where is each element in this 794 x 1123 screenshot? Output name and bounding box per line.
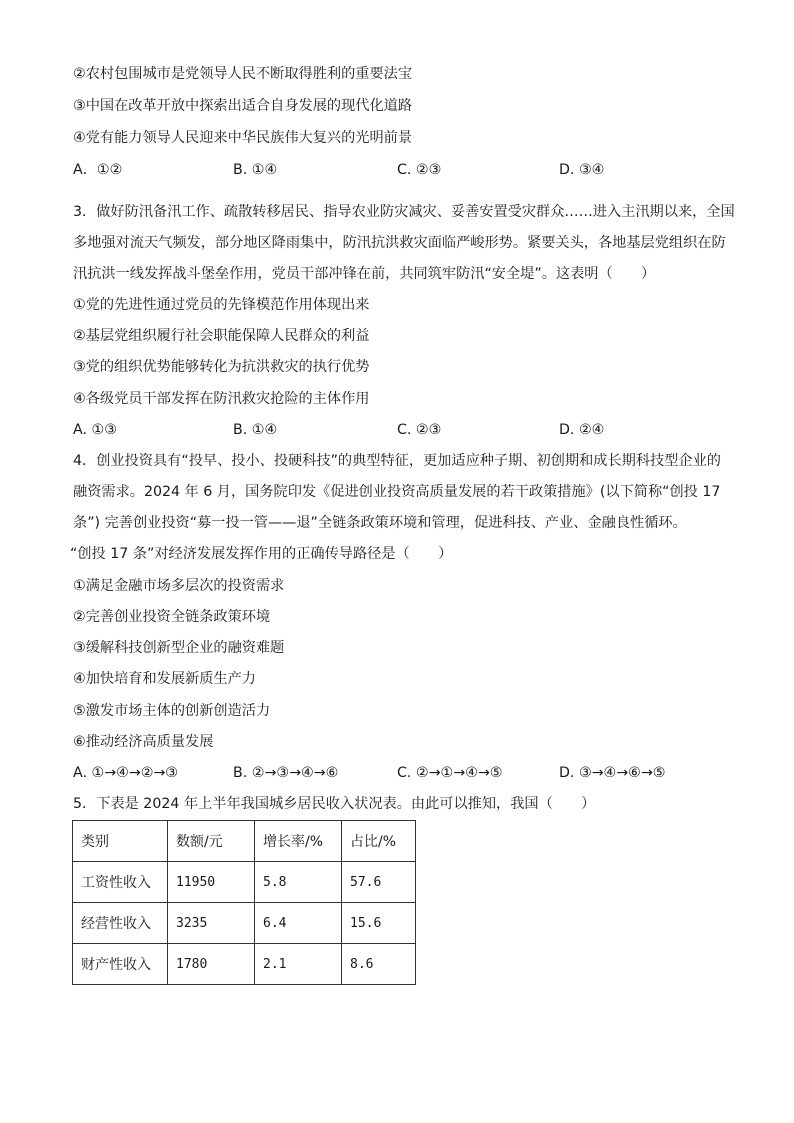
q3-stem-line-2: 多地强对流天气频发，部分地区降雨集中，防汛抗洪救灾面临严峻形势。紧要关头，各地基层党组织在防 xyxy=(73,235,726,251)
income-table xyxy=(72,820,416,985)
q3-stem-line-3: 汛抗洪一线发挥战斗堡垒作用，党员干部冲锋在前，共同筑牢防汛“安全堤”。这表明（ ） xyxy=(73,266,656,282)
q4-option-a: A. ①→④→②→③ xyxy=(73,765,179,781)
q3-option-d: D. ②④ xyxy=(559,422,605,438)
q4-stem-line-3: 条”) 完善创业投资“募一投一管——退”全链条政策环境和管理，促进科技、产业、金融良性循环。 xyxy=(73,515,687,531)
q4-item-6: ⑥推动经济高质量发展 xyxy=(73,734,214,750)
q2-option-a: A．①② xyxy=(73,162,123,178)
table-cell: 11950 xyxy=(168,862,255,903)
q3-option-b: B. ①④ xyxy=(233,422,278,438)
table-header-row xyxy=(73,821,416,862)
table-cell: 2.1 xyxy=(255,944,342,985)
table-cell: 1780 xyxy=(168,944,255,985)
q2-item-4: ④党有能力领导人民迎来中华民族伟大复兴的光明前景 xyxy=(73,130,413,146)
q4-item-4: ④加快培育和发展新质生产力 xyxy=(73,671,256,687)
table-cell: 工资性收入 xyxy=(73,862,168,903)
q2-item-3: ③中国在改革开放中探索出适合自身发展的现代化道路 xyxy=(73,98,413,114)
q3-option-a: A. ①③ xyxy=(73,422,117,438)
table-cell: 57.6 xyxy=(342,862,416,903)
q4-stem-line-1: 4．创业投资具有“投早、投小、投硬科技”的典型特征，更加适应种子期、初创期和成长期科技型企业的 xyxy=(73,453,721,469)
q3-option-c: C. ②③ xyxy=(397,422,442,438)
q4-item-2: ②完善创业投资全链条政策环境 xyxy=(73,609,271,625)
q4-option-d: D. ③→④→⑥→⑤ xyxy=(559,765,666,781)
q2-option-d: D. ③④ xyxy=(559,162,605,178)
q5-stem: 5．下表是 2024 年上半年我国城乡居民收入状况表。由此可以推知，我国（ ） xyxy=(73,796,596,812)
q2-option-c: C. ②③ xyxy=(397,162,442,178)
q4-item-5: ⑤激发市场主体的创新创造活力 xyxy=(73,703,271,719)
q4-item-3: ③缓解科技创新型企业的融资难题 xyxy=(73,640,285,656)
q3-item-1: ①党的先进性通过党员的先锋模范作用体现出来 xyxy=(73,297,370,313)
q2-item-2: ②农村包围城市是党领导人民不断取得胜利的重要法宝 xyxy=(73,66,413,82)
q4-item-1: ①满足金融市场多层次的投资需求 xyxy=(73,578,285,594)
table-cell: 经营性收入 xyxy=(73,903,168,944)
table-cell: 6.4 xyxy=(255,903,342,944)
q4-stem-line-4: “创投 17 条”对经济发展发挥作用的正确传导路径是（ ） xyxy=(70,546,453,562)
table-row xyxy=(73,944,416,985)
q4-option-c: C. ②→①→④→⑤ xyxy=(397,765,503,781)
header-amount: 数额/元 xyxy=(168,821,255,862)
q4-stem-line-2: 融资需求。2024 年 6 月，国务院印发《促进创业投资高质量发展的若干政策措施》(以下简称“创投 17 xyxy=(73,484,721,500)
q3-item-2: ②基层党组织履行社会职能保障人民群众的利益 xyxy=(73,328,370,344)
q4-option-b: B. ②→③→④→⑥ xyxy=(233,765,339,781)
table-cell: 3235 xyxy=(168,903,255,944)
q3-stem-line-1: 3．做好防汛备汛工作、疏散转移居民、指导农业防灾减灾、妥善安置受灾群众……进入主汛期以来，全国 xyxy=(73,204,735,220)
table-row xyxy=(73,862,416,903)
header-share: 占比/% xyxy=(342,821,416,862)
q3-item-4: ④各级党员干部发挥在防汛救灾抢险的主体作用 xyxy=(73,391,370,407)
q2-option-b: B. ①④ xyxy=(233,162,278,178)
header-growth: 增长率/% xyxy=(255,821,342,862)
table-cell: 15.6 xyxy=(342,903,416,944)
q3-item-3: ③党的组织优势能够转化为抗洪救灾的执行优势 xyxy=(73,359,370,375)
header-category: 类别 xyxy=(73,821,168,862)
table-cell: 8.6 xyxy=(342,944,416,985)
table-cell: 5.8 xyxy=(255,862,342,903)
table-row xyxy=(73,903,416,944)
table-cell: 财产性收入 xyxy=(73,944,168,985)
